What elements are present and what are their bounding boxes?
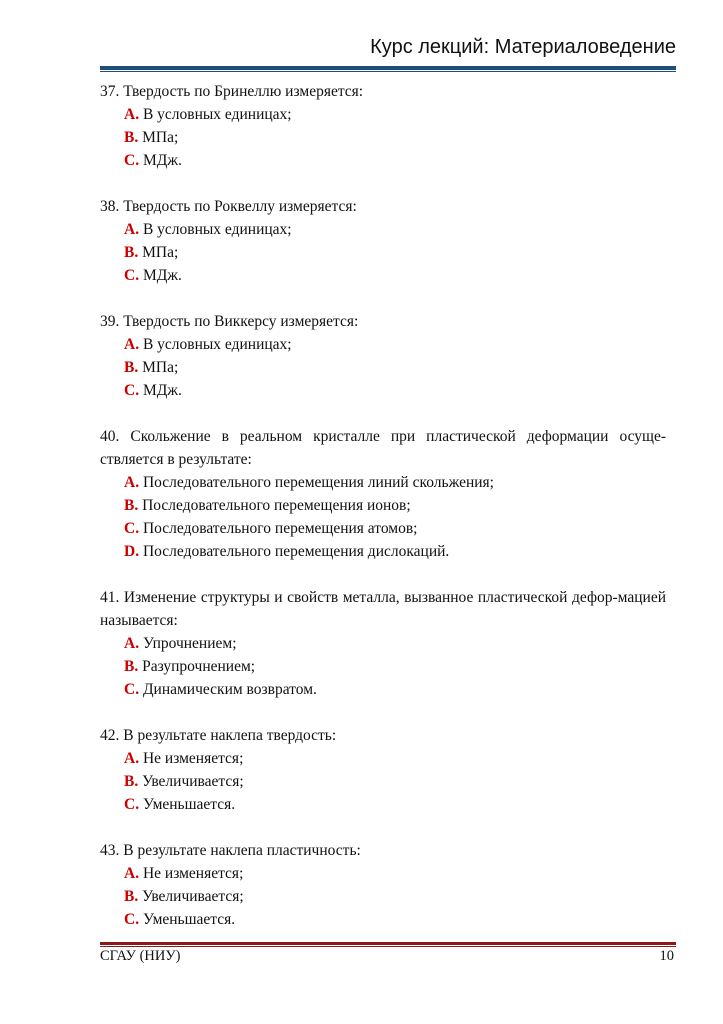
answer-letter: C. <box>124 382 140 399</box>
answer-list <box>100 471 666 563</box>
answer-letter: A. <box>124 106 140 123</box>
answer-letter: B. <box>124 129 139 146</box>
answer-text: Не изменяется; <box>139 865 244 882</box>
answer-option <box>124 264 666 287</box>
answer-text: Разупрочнением; <box>138 658 256 675</box>
question-text: 37. Твердость по Бринеллю измеряется: <box>100 83 364 100</box>
page-header-title: Курс лекций: Материаловедение <box>370 36 676 58</box>
footer-institution: СГАУ (НИУ) <box>100 948 181 964</box>
answer-letter: B. <box>124 359 139 376</box>
answer-text: МПа; <box>138 129 179 146</box>
answer-letter: A. <box>124 221 140 238</box>
answer-option <box>124 494 666 517</box>
answer-letter: C. <box>124 796 140 813</box>
answer-option <box>124 908 666 931</box>
question-text: 39. Твердость по Виккерсу измеряется: <box>100 313 359 330</box>
answer-text: МПа; <box>138 359 179 376</box>
answer-letter: A. <box>124 750 140 767</box>
answer-letter: B. <box>124 773 139 790</box>
answer-text: Динамическим возвратом. <box>139 681 317 698</box>
question-text: 38. Твердость по Роквеллу измеряется: <box>100 198 357 215</box>
answer-list <box>100 632 666 701</box>
answer-text: В условных единицах; <box>139 106 292 123</box>
question-40 <box>100 425 666 563</box>
answer-text: В условных единицах; <box>139 336 292 353</box>
answer-text: МДж. <box>139 382 182 399</box>
answer-option <box>124 241 666 264</box>
answer-letter: B. <box>124 244 139 261</box>
answer-option <box>124 126 666 149</box>
answer-option <box>124 885 666 908</box>
answer-letter: A. <box>124 865 140 882</box>
answer-list <box>100 103 666 172</box>
answer-text: Уменьшается. <box>139 911 236 928</box>
answer-text: В условных единицах; <box>139 221 292 238</box>
answer-option <box>124 793 666 816</box>
answer-letter: B. <box>124 658 139 675</box>
answer-list <box>100 333 666 402</box>
answer-letter: B. <box>124 888 139 905</box>
answer-text: Последовательного перемещения атомов; <box>139 520 418 537</box>
answer-letter: C. <box>124 681 140 698</box>
answer-text: Уменьшается. <box>139 796 236 813</box>
answer-list <box>100 218 666 287</box>
question-text: 40. Скольжение в реальном кристалле при пластической деформации осуще-ствляется в результате: <box>100 428 666 468</box>
question-39 <box>100 310 666 402</box>
answer-text: Не изменяется; <box>139 750 244 767</box>
answer-option <box>124 632 666 655</box>
answer-text: Упрочнением; <box>139 635 237 652</box>
answer-letter: D. <box>124 543 140 560</box>
footer-rule-thin <box>100 946 676 947</box>
answer-text: Увеличивается; <box>138 773 244 790</box>
question-text: 43. В результате наклепа пластичность: <box>100 842 361 859</box>
question-42 <box>100 724 666 816</box>
question-text: 41. Изменение структуры и свойств металла, вызванное пластической дефор-мацией называется: <box>100 589 666 629</box>
question-37 <box>100 80 666 172</box>
answer-text: Последовательного перемещения линий скольжения; <box>139 474 494 491</box>
answer-option <box>124 770 666 793</box>
answer-letter: A. <box>124 336 140 353</box>
answer-option <box>124 471 666 494</box>
question-41 <box>100 586 666 701</box>
answer-option <box>124 517 666 540</box>
answer-option <box>124 356 666 379</box>
answer-option <box>124 862 666 885</box>
answer-letter: C. <box>124 520 140 537</box>
answer-option <box>124 218 666 241</box>
answer-text: Увеличивается; <box>138 888 244 905</box>
answer-option <box>124 678 666 701</box>
answer-list <box>100 747 666 816</box>
answer-text: Последовательного перемещения ионов; <box>138 497 411 514</box>
question-43 <box>100 839 666 931</box>
answer-text: МДж. <box>139 267 182 284</box>
answer-letter: A. <box>124 635 140 652</box>
question-list <box>100 80 666 954</box>
footer-rule <box>100 942 676 945</box>
answer-option <box>124 540 666 563</box>
answer-option <box>124 149 666 172</box>
answer-letter: B. <box>124 497 139 514</box>
answer-letter: C. <box>124 267 140 284</box>
answer-option <box>124 333 666 356</box>
question-text: 42. В результате наклепа твердость: <box>100 727 337 744</box>
answer-text: МПа; <box>138 244 179 261</box>
answer-letter: A. <box>124 474 140 491</box>
answer-letter: C. <box>124 911 140 928</box>
footer-page-number: 10 <box>659 948 674 964</box>
answer-list <box>100 862 666 931</box>
question-38 <box>100 195 666 287</box>
answer-option <box>124 379 666 402</box>
answer-option <box>124 747 666 770</box>
answer-letter: C. <box>124 152 140 169</box>
header-rule <box>100 66 676 70</box>
answer-option <box>124 655 666 678</box>
answer-text: МДж. <box>139 152 182 169</box>
header-rule-thin <box>100 71 676 72</box>
answer-text: Последовательного перемещения дислокаций. <box>139 543 450 560</box>
answer-option <box>124 103 666 126</box>
